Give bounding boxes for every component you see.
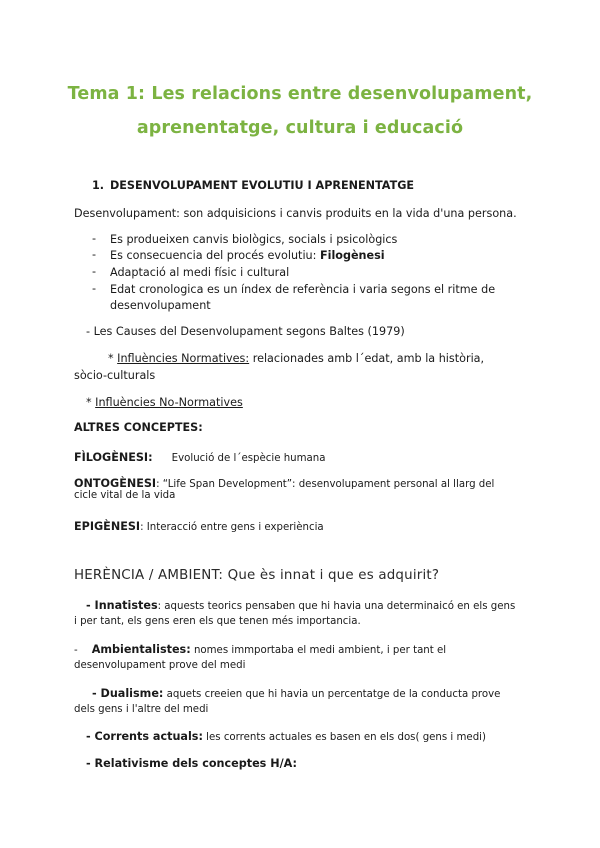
concept-ontogenesi-continuation: cicle vital de la vida xyxy=(74,490,176,501)
bullet-dash: - xyxy=(92,282,97,295)
normative-influences-continuation: sòcio-culturals xyxy=(74,369,156,382)
concept-ontogenesi: ONTOGÈNESI: “Life Span Development”: desenvolupament personal al llarg del xyxy=(74,477,495,490)
list-item: Es produeixen canvis biològics, socials i psicològics xyxy=(110,233,398,246)
list-item-continuation: desenvolupament xyxy=(110,299,211,312)
bullet-dash: - xyxy=(92,265,97,278)
list-item: Adaptació al medi físic i cultural xyxy=(110,266,290,279)
heredity-heading: HERÈNCIA / AMBIENT: Que ès innat i que es adquirit? xyxy=(74,568,440,583)
bullet-dash: - xyxy=(92,232,97,245)
page-title-line-1: Tema 1: Les relacions entre desenvolupament, xyxy=(67,84,533,104)
dualisme-paragraph: - Dualisme: aquets creeien que hi havia un percentatge de la conducta prove xyxy=(92,687,501,700)
relativisme-heading: - Relativisme dels conceptes H/A: xyxy=(86,757,298,770)
page-title-line-2: aprenentatge, cultura i educació xyxy=(136,118,464,138)
ambientalistes-paragraph: - Ambientalistes: nomes immportaba el medi ambient, i per tant el xyxy=(74,643,447,656)
dualisme-continuation: dels gens i l'altre del medi xyxy=(74,704,209,715)
innatistes-paragraph: - Innatistes: aquests teorics pensaben que hi havia una determinaicó en els gens xyxy=(86,599,516,612)
corrents-actuals-paragraph: - Corrents actuals: les corrents actuales es basen en els dos( gens i medi) xyxy=(86,730,486,743)
concepts-heading: ALTRES CONCEPTES: xyxy=(74,421,203,434)
ambientalistes-continuation: desenvolupament prove del medi xyxy=(74,660,246,671)
bullet-dash: - xyxy=(92,248,97,261)
innatistes-continuation: i per tant, els gens eren els que tenen més importancia. xyxy=(74,616,361,627)
section-number: 1. xyxy=(92,179,105,192)
non-normative-influences: * Influències No-Normatives xyxy=(86,396,243,409)
concept-filogenesi: FÌLOGÈNESI: Evolució de l´espècie humana xyxy=(74,451,326,464)
concept-epigenesi: EPIGÈNESI: Interacció entre gens i experiència xyxy=(74,520,324,533)
list-item: Edat cronologica es un índex de referència i varia segons el ritme de xyxy=(110,283,496,296)
list-item: Es consecuencia del procés evolutiu: Filogènesi xyxy=(110,249,385,262)
causes-heading: - Les Causes del Desenvolupament segons Baltes (1979) xyxy=(86,325,405,338)
normative-influences: * Influències Normatives: relacionades amb l´edat, amb la història, xyxy=(108,352,485,365)
development-definition: Desenvolupament: son adquisicions i canvis produits en la vida d'una persona. xyxy=(74,207,517,220)
section-heading: DESENVOLUPAMENT EVOLUTIU I APRENENTATGE xyxy=(110,179,415,192)
